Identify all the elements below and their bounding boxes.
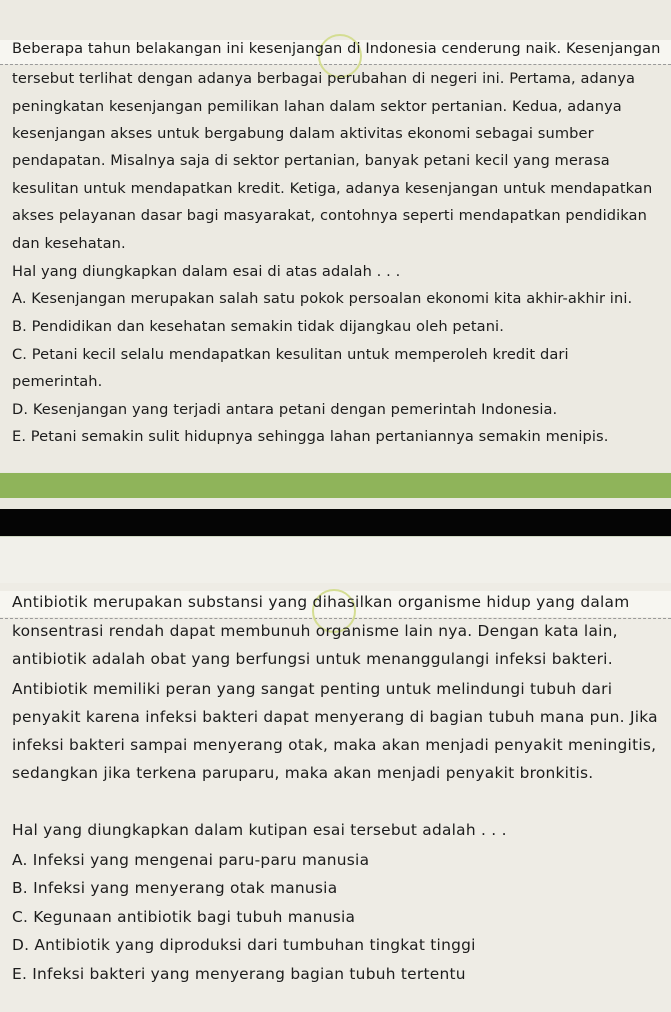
passage-line-8: dan kesehatan.	[12, 235, 126, 252]
option-b[interactable]: B. Infeksi yang menyerang otak manusia	[12, 879, 338, 897]
option-c[interactable]: C. Kegunaan antibiotik bagi tubuh manusia	[12, 908, 356, 926]
passage-line-6: kesulitan untuk mendapatkan kredit. Ketiga, adanya kesenjangan untuk mendapatkan	[12, 180, 653, 197]
blank-gap	[0, 536, 671, 584]
passage-line-3: antibiotik adalah obat yang berfungsi untuk menanggulangi infeksi bakteri.	[12, 650, 613, 668]
question-prompt: Hal yang diungkapkan dalam kutipan esai tersebut adalah . . .	[12, 821, 507, 839]
option-b[interactable]: B. Pendidikan dan kesehatan semakin tidak dijangkau oleh petani.	[12, 318, 504, 335]
passage-line-1: Antibiotik merupakan substansi yang dihasilkan organisme hidup yang dalam	[12, 593, 630, 611]
passage-line-2: tersebut terlihat dengan adanya berbagai perubahan di negeri ini. Pertama, adanya	[12, 70, 636, 87]
passage-line-7: sedangkan jika terkena paruparu, maka akan menjadi penyakit bronkitis.	[12, 764, 594, 782]
option-e[interactable]: E. Infeksi bakteri yang menyerang bagian tubuh tertentu	[12, 965, 466, 983]
question-prompt: Hal yang diungkapkan dalam esai di atas adalah . . .	[12, 263, 401, 280]
option-a[interactable]: A. Infeksi yang mengenai paru-paru manusia	[12, 851, 370, 869]
question-1-panel	[0, 0, 671, 472]
passage-line-2: konsentrasi rendah dapat membunuh organisme lain nya. Dengan kata lain,	[12, 622, 618, 640]
black-separator-bar	[0, 509, 671, 536]
passage-line-6: infeksi bakteri sampai menyerang otak, maka akan menjadi penyakit meningitis,	[12, 736, 657, 754]
question-2-panel	[0, 583, 671, 1012]
option-c-continued[interactable]: pemerintah.	[12, 373, 103, 390]
option-a[interactable]: A. Kesenjangan merupakan salah satu pokok persoalan ekonomi kita akhir-akhir ini.	[12, 290, 633, 307]
option-c[interactable]: C. Petani kecil selalu mendapatkan kesulitan untuk memperoleh kredit dari	[12, 346, 569, 363]
option-e[interactable]: E. Petani semakin sulit hidupnya sehingga lahan pertaniannya semakin menipis.	[12, 428, 609, 445]
option-d[interactable]: D. Antibiotik yang diproduksi dari tumbuhan tingkat tinggi	[12, 936, 476, 954]
passage-line-4: kesenjangan akses untuk bergabung dalam aktivitas ekonomi sebagai sumber	[12, 125, 594, 142]
passage-line-7: akses pelayanan dasar bagi masyarakat, contohnya seperti mendapatkan pendidikan	[12, 207, 647, 224]
green-separator-bar	[0, 473, 671, 498]
passage-line-4: Antibiotik memiliki peran yang sangat penting untuk melindungi tubuh dari	[12, 680, 613, 698]
option-d[interactable]: D. Kesenjangan yang terjadi antara petani dengan pemerintah Indonesia.	[12, 401, 558, 418]
passage-line-5: penyakit karena infeksi bakteri dapat menyerang di bagian tubuh mana pun. Jika	[12, 708, 658, 726]
passage-line-5: pendapatan. Misalnya saja di sektor pertanian, banyak petani kecil yang merasa	[12, 152, 610, 169]
passage-line-3: peningkatan kesenjangan pemilikan lahan dalam sektor pertanian. Kedua, adanya	[12, 98, 622, 115]
passage-line-1: Beberapa tahun belakangan ini kesenjangan di Indonesia cenderung naik. Kesenjangan	[12, 40, 661, 57]
